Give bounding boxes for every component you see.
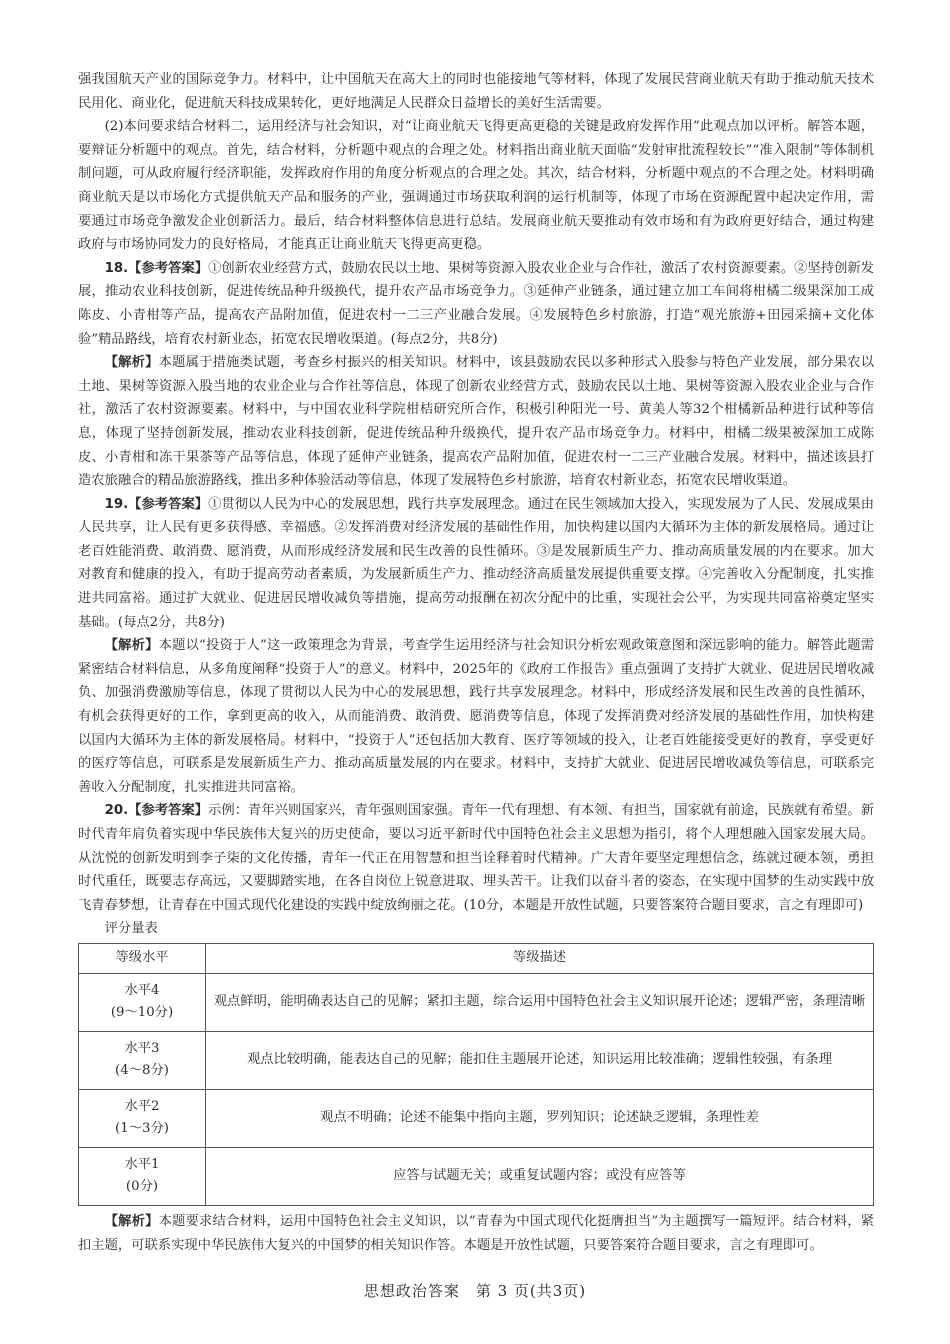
level-score: (4～8分) [115, 1063, 169, 1079]
table-row [79, 1031, 874, 1089]
level-score: (1～3分) [115, 1121, 169, 1137]
paragraph-q18-analysis [78, 351, 874, 493]
paragraph-text: 强我国航天产业的国际竞争力。材料中，让中国航天在高大上的同时也能接地气等材料，体现了发展民营商业航天有助于推动航天技术民用化、商业化，促进航天科技成果转化，更好地满足人民群众日益增长的美好生活需要。 [78, 72, 874, 111]
paragraph-text: ①创新农业经营方式，鼓励农民以土地、果树等资源入股农业企业与合作社，激活了农村资源要素。②坚持创新发展，推动农业科技创新，促进传统品种升级换代，提升农产品市场竞争力。③延伸产业链条，通过建立加工车间将柑橘二级果深加工成陈皮、小青柑等产品，提高农产品附加值，促进农村一二三产业融合发展。④发展特色乡村旅游，打造“观光旅游+田园采摘+文化体验”精品路线，培育农村新业态，拓宽农民增收渠道。(每点2分，共8分) [78, 260, 875, 347]
description-cell: 观点比较明确，能表达自己的见解；能扣住主题展开论述，知识运用比较准确；逻辑性较强，有条理 [206, 1031, 874, 1089]
document-body [78, 68, 874, 1257]
paragraph-text: ①贯彻以人民为中心的发展思想，践行共享发展理念。通过在民生领域加大投入，实现发展为了人民、发展成果由人民共享，让人民有更多获得感、幸福感。②发挥消费对经济发展的基础性作用，加快构建以国内大循环为主体的新发展格局。通过让老百姓能消费、敢消费、愿消费，从而形成经济发展和民生改善的良性循环。③是发展新质生产力、推动高质量发展的内在要求。加大对教育和健康的投入，有助于提高劳动者素质，为发展新质生产力、推动经济高质量发展提供重要支撑。④完善收入分配制度，扎实推进共同富裕。通过扩大就业、促进居民增收减负等措施，提高劳动报酬在初次分配中的比重，实现社会公平，为实现共同富裕奠定坚实基础。(每点2分，共8分) [78, 496, 875, 630]
paragraph-text: 示例：青年兴则国家兴，青年强则国家强。青年一代有理想、有本领、有担当，国家就有前途，民族就有希望。新时代青年肩负着实现中华民族伟大复兴的历史使命，要以习近平新时代中国特色社会主义思想为指引，将个人理想融入国家发展大局。从沈悦的创新发明到李子柒的文化传播，青年一代正在用智慧和担当诠释着时代精神。广大青年要坚定理想信念，练就过硬本领，勇担时代重任，既要志存高远，又要脚踏实地，在各自岗位上锐意进取、埋头苦干。让我们以奋斗者的姿态，在实现中国梦的生动实践中放飞青春梦想，让青春在中国式现代化建设的实践中绽放绚丽之花。(10分，本题是开放性试题，只要答案符合题目要求，言之有理即可) [78, 803, 875, 913]
answer-label: 18.【参考答案】 [104, 260, 209, 276]
description-cell: 应答与试题无关；或重复试题内容；或没有应答等 [206, 1147, 874, 1205]
level-cell [79, 973, 206, 1031]
paragraph-text: (2)本问要求结合材料二，运用经济与社会知识，对“让商业航天飞得更高更稳的关键是政府发挥作用”此观点加以评析。解答本题，要辩证分析题中的观点。首先，结合材料，分析题中观点的合理之处。材料指出商业航天面临“发射审批流程较长”“准入限制”等体制机制问题，可从政府履行经济职能，发挥政府作用的角度分析观点的合理之处。其次，结合材料，分析题中观点的不合理之处。材料明确商业航天是以市场化方式提供航天产品和服务的产业，强调通过市场获取利润的运行机制等，体现了市场在资源配置中起决定作用，需要通过市场竞争激发企业创新活力。最后，结合材料整体信息进行总结。发展商业航天要推动有效市场和有为政府更好结合，通过构建政府与市场协同发力的良好格局，才能真正让商业航天飞得更高更稳。 [78, 119, 874, 253]
rubric-table [78, 943, 874, 1206]
table-row [79, 1147, 874, 1205]
description-cell: 观点不明确；论述不能集中指向主题，罗列知识；论述缺乏逻辑，条理性差 [206, 1089, 874, 1147]
analysis-label: 【解析】 [104, 1213, 159, 1229]
level-score: (0分) [125, 1179, 159, 1195]
level-cell [79, 1031, 206, 1089]
level-name: 水平1 [124, 1157, 160, 1173]
level-score: (9～10分) [110, 1005, 174, 1021]
table-header-row [79, 943, 874, 973]
answer-label: 19.【参考答案】 [104, 496, 209, 512]
paragraph-q20-answer [78, 799, 874, 917]
rubric-caption: 评分量表 [104, 921, 158, 937]
answer-label: 20.【参考答案】 [104, 803, 209, 819]
paragraph-text: 本题以“投资于人”这一政策理念为背景，考查学生运用经济与社会知识分析宏观政策意图和深远影响的能力。解答此题需紧密结合材料信息，从多角度阐释“投资于人”的意义。材料中，2025年的《政府工作报告》重点强调了支持扩大就业、促进居民增收减负、加强消费激励等信息，体现了贯彻以人民为中心的发展思想，践行共享发展理念。材料中，形成经济发展和民生改善的良性循环，有机会获得更好的工作，拿到更高的收入，从而能消费、敢消费、愿消费等信息，体现了发挥消费对经济发展的基础性作用，加快构建以国内大循环为主体的新发展格局。材料中，“投资于人”还包括加大教育、医疗等领域的投入，让老百姓能接受更好的教育，享受更好的医疗等信息，可联系是发展新质生产力、推动高质量发展的内在要求。材料中，支持扩大就业、促进居民增收减负等信息，可联系完善收入分配制度，扎实推进共同富裕。 [78, 638, 874, 795]
paragraph-q17-2 [78, 115, 874, 257]
paragraph-q19-answer [78, 493, 874, 635]
paragraph-continuation [78, 68, 874, 115]
table-row [79, 1089, 874, 1147]
header-description: 等级描述 [206, 943, 874, 973]
paragraph-q18-answer [78, 257, 874, 351]
description-cell: 观点鲜明，能明确表达自己的见解；紧扣主题，综合运用中国特色社会主义知识展开论述；逻辑严密，条理清晰 [206, 973, 874, 1031]
paragraph-text: 本题属于措施类试题，考查乡村振兴的相关知识。材料中，该县鼓励农民以多种形式入股参与特色产业发展，部分果农以土地、果树等资源入股当地的农业企业与合作社等信息，体现了创新农业经营方式，鼓励农民以土地、果树等资源入股农业企业与合作社，激活了农村资源要素。材料中，与中国农业科学院柑桔研究所合作，积极引种阳光一号、黄美人等32个柑橘新品种进行试种等信息，体现了坚持创新发展，推动农业科技创新，促进传统品种升级换代，提升农产品市场竞争力。材料中，柑橘二级果被深加工成陈皮、小青柑和冻干果茶等产品等信息，体现了延伸产业链条，提高农产品附加值，促进农村一二三产业融合发展。材料中，描述该县打造农旅融合的精品旅游路线，推出多种体验活动等信息，体现了发展特色乡村旅游，培育农村新业态，拓宽农民增收渠道。 [78, 355, 875, 489]
table-row [79, 973, 874, 1031]
level-name: 水平3 [124, 1041, 160, 1057]
paragraph-text: 本题要求结合材料，运用中国特色社会主义知识，以“青春为中国式现代化挺膺担当”为主题撰写一篇短评。结合材料，紧扣主题，可联系实现中华民族伟大复兴的中国梦的相关知识作答。本题是开放性试题，只要答案符合题目要求，言之有理即可。 [78, 1213, 874, 1253]
paragraph-q19-analysis [78, 634, 874, 799]
analysis-label: 【解析】 [104, 638, 159, 654]
level-name: 水平2 [124, 1099, 160, 1115]
analysis-label: 【解析】 [104, 355, 159, 371]
level-cell [79, 1089, 206, 1147]
header-level: 等级水平 [79, 943, 206, 973]
page-footer: 思想政治答案 第 3 页(共3页) [363, 1282, 587, 1300]
paragraph-q20-analysis [78, 1210, 874, 1257]
level-name: 水平4 [124, 983, 160, 999]
level-cell [79, 1147, 206, 1205]
